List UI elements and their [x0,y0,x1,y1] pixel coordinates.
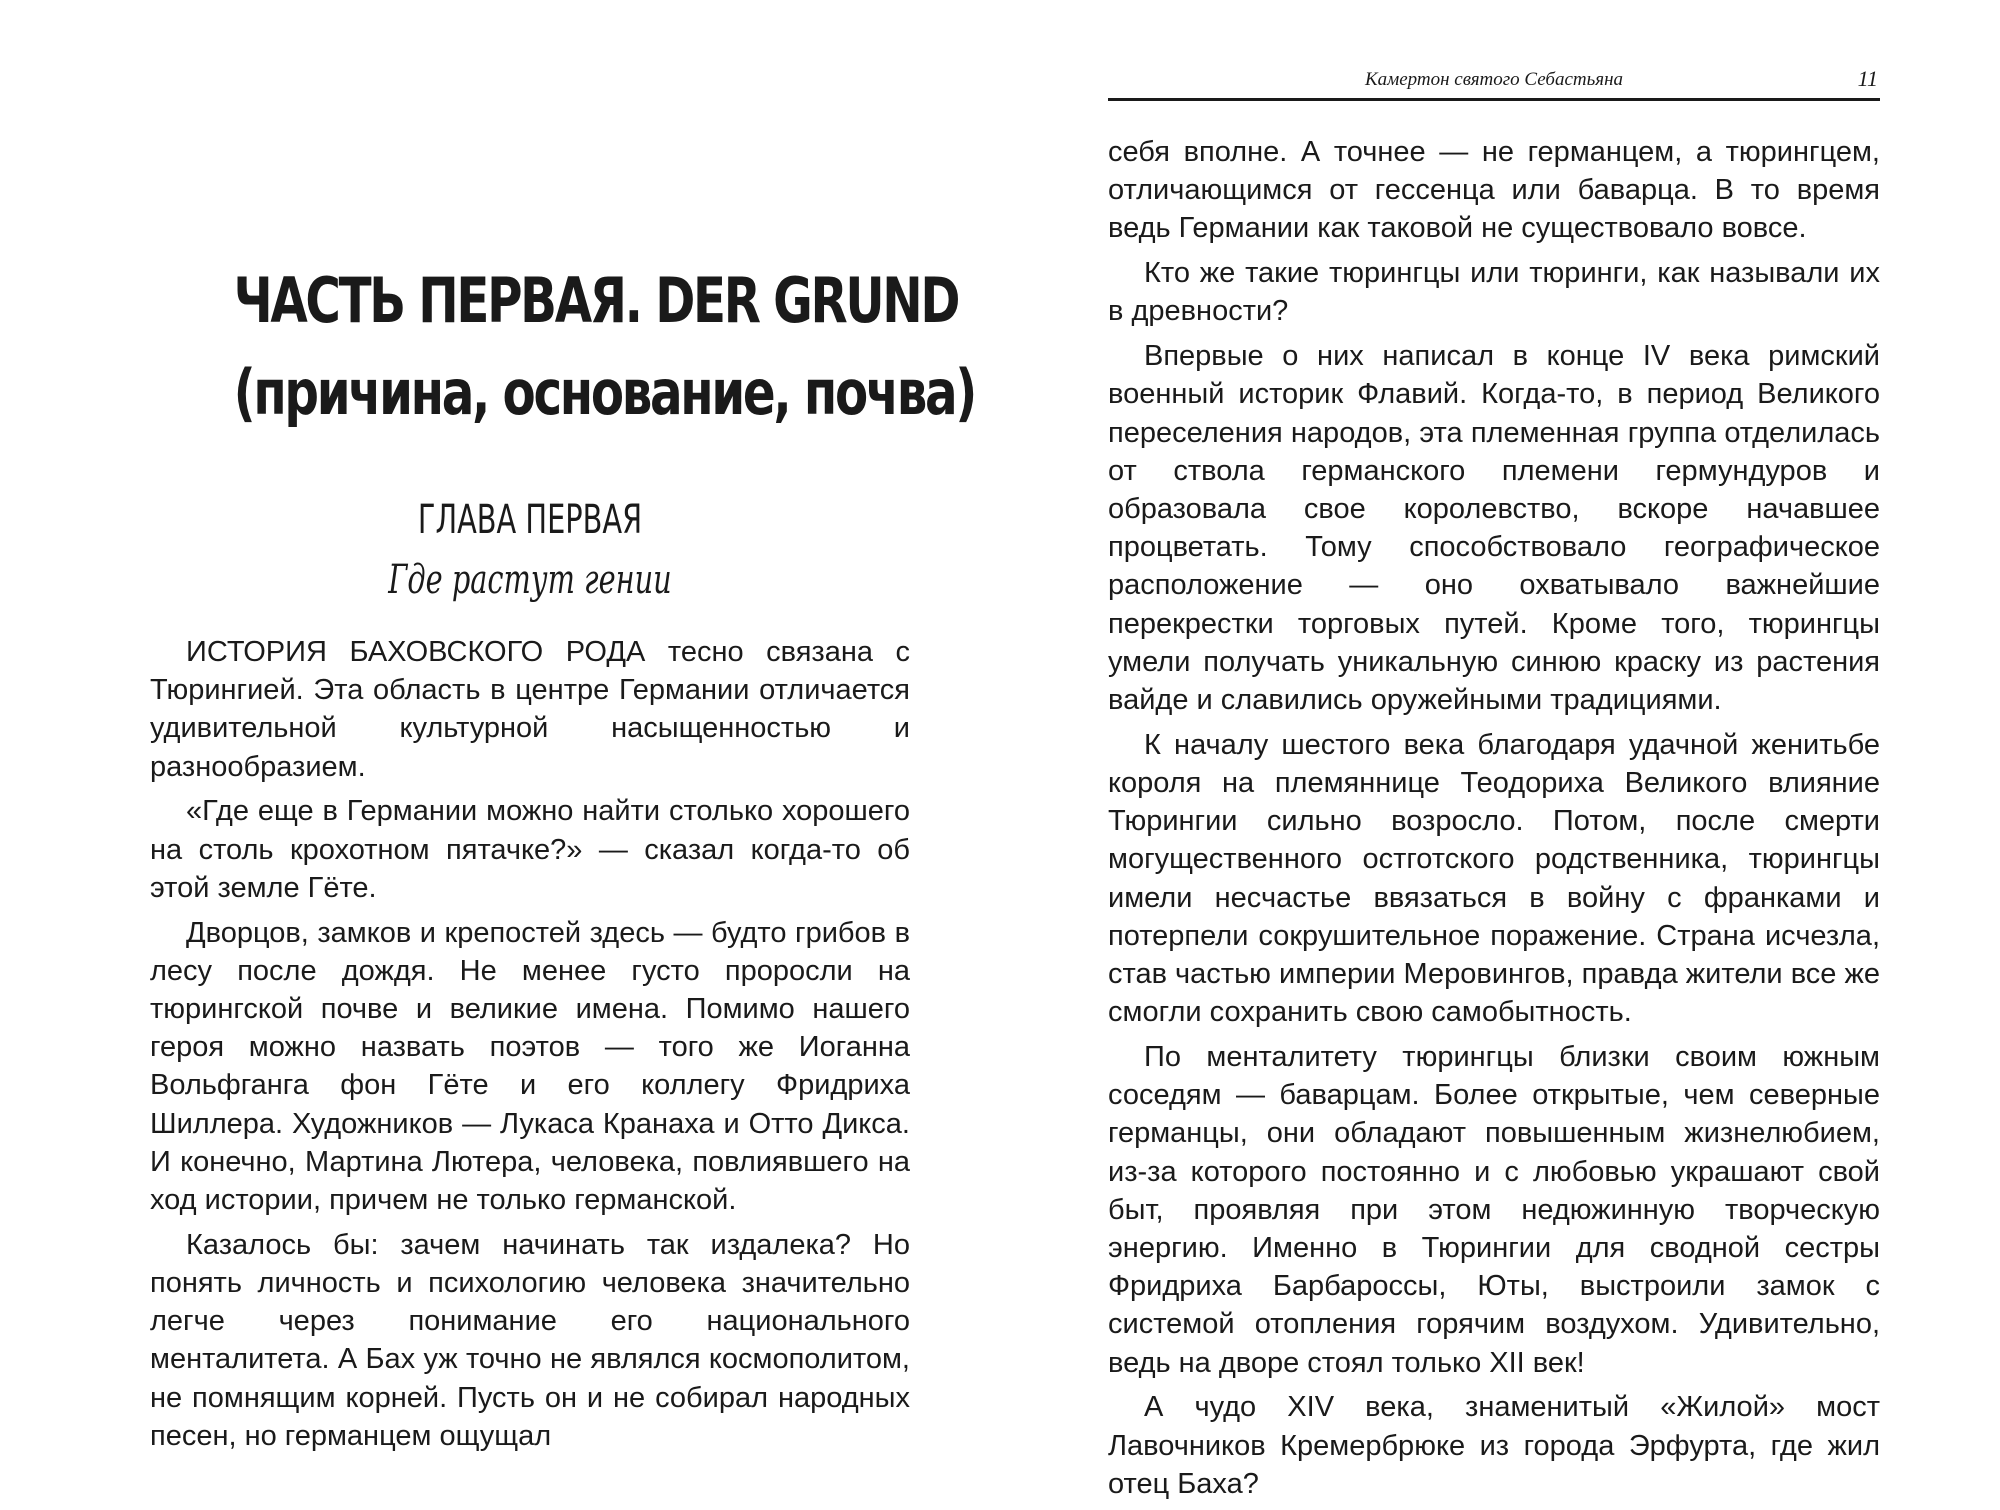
paragraph: А чудо XIV века, знаменитый «Жилой» мост Лавочников Кремербрюке из города Эрфурта, где жил отец Баха? [1108,1391,1880,1500]
part-title-line-1: ЧАСТЬ ПЕРВАЯ. DER GRUND [233,264,959,337]
left-page [150,0,976,1456]
part-title-line-2: (причина, основание, почва) [233,356,976,429]
paragraph: «Где еще в Германии можно найти столько хорошего на столь крохотном пятачке?» — сказал когда-то об этой земле Гёте. [150,795,910,904]
page-number: 11 [1857,66,1878,91]
part-title [233,255,976,439]
paragraph: Кто же такие тюрингцы или тюринги, как называли их в древности? [1108,257,1880,328]
running-title: Камертон святого Себастьяна [1364,69,1624,90]
paragraph: ИСТОРИЯ БАХОВСКОГО РОДА тесно связана с Тюрингией. Эта область в центре Германии отличается удивительной культурной насыщенностью и разнообразием. [150,636,910,783]
chapter-heading: ГЛАВА ПЕРВАЯ [417,497,643,543]
left-page-body [150,633,910,1462]
paragraph: Казалось бы: зачем начинать так издалека? Но понять личность и психологию человека значительно легче через понимание его национального менталитета. А Бах уж точно не являлся космополитом, не помнящим корней. Пусть он и не собирал народных песен, но германцем ощущал [150,1228,910,1452]
right-page [1108,0,1880,1500]
paragraph: Дворцов, замков и крепостей здесь — будто грибов в лесу после дождя. Не менее густо проросли на тюрингской почве и великие имена. Помимо нашего героя можно назвать поэтов — того же Иоганна Вольфганга фон Гёте и его коллегу Фридриха Шиллера. Художников — Лукаса Кранаха и Отто Дикса. И конечно, Мартина Лютера, человека, повлиявшего на ход истории, причем не только германской. [150,916,910,1217]
paragraph: К началу шестого века благодаря удачной женитьбе короля на племяннице Теодориха Великого влияние Тюрингии сильно возросло. Потом, после смерти могущественного остготского родственника, тюрингцы имели несчастье ввязаться в войну с франками и потерпели сокрушительное поражение. Страна исчезла, став частью империи Меровингов, правда жители все же смогли сохранить свою самобытность. [1108,728,1880,1029]
paragraph: Впервые о них написал в конце IV века римский военный историк Флавий. Когда-то, в период Великого переселения народов, эта племенная группа отделилась от ствола германского племени гермундуров и образовала свое королевство, вскоре начавшее процветать. Тому способствовало географическое расположение — оно охватывало важнейшие перекрестки торговых путей. Кроме того, тюрингцы умели получать уникальную синюю краску из растения вайде и славились оружейными традициями. [1108,340,1880,717]
running-head [1108,64,1880,101]
paragraph: По менталитету тюрингцы близки своим южным соседям — баварцам. Более открытые, чем северные германцы, они обладают повышенным жизнелюбием, из-за которого постоянно и с любовью украшают свой быт, проявляя при этом недюжинную творческую энергию. Именно в Тюрингии для сводной сестры Фридриха Барбароссы, Юты, выстроили замок с системой отопления горячим воздухом. Удивительно, ведь на дворе стоял только XII век! [1108,1041,1880,1379]
continued-paragraph: себя вполне. А точнее — не германцем, а тюрингцем, отличающимся от гессенца или баварца. В то время ведь Германии как таковой не существовало вовсе. [1108,136,1880,245]
right-page-body [1108,133,1880,1510]
chapter-subtitle: Где растут гении [388,557,672,603]
